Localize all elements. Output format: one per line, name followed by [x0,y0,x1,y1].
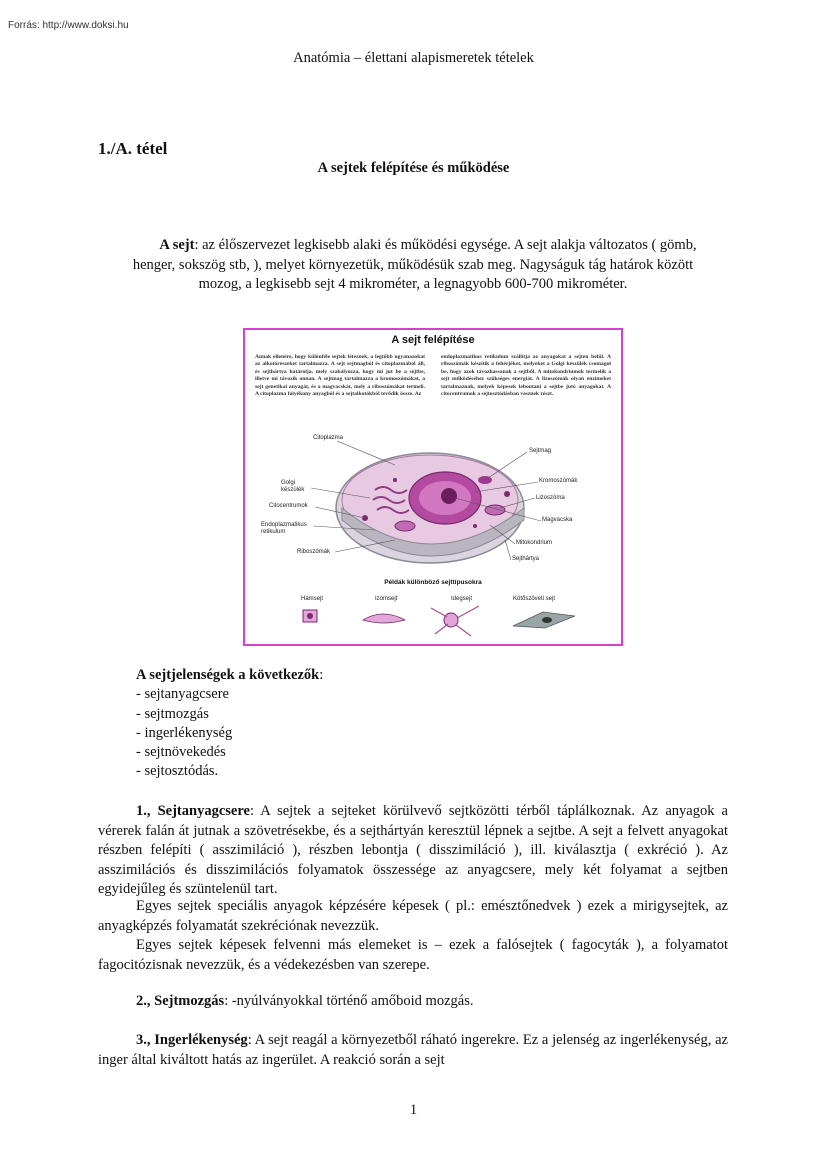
figure-text-left: Annak ellenére, hogy különféle sejtek léteznek, a legtöbb ugyanazokat az alkotórészeket tartalmazza. A sejt sejtmagból és citoplazmából áll, és sejthártya határolja, mely szabályozza, hogy mi jut be a sejtbe, illetve mi távozik onnan. A sejtmag tartalmazza a kromoszómákat, a sejt genetikai anyagát, és a magvacskát, mely a riboszómákat termeli. A citoplazma folyékony anyagból és a sejtalkotókból tevődik össze. Az [255,354,425,398]
list-item: - sejtnövekedés [136,744,226,761]
examples-title: Példák különböző sejttípusokra [384,579,482,586]
label-mitokondrium: Mitokondrium [516,540,553,546]
example-hamsejt: Hámsejt [301,596,324,602]
section-1-paragraph-3: Egyes sejtek képesek felvenni más elemeket is – ezek a falósejtek ( fagocyták ), a folyamatot fagocitózisnak nevezzük, és a védekezésben van szerepe. [98,937,728,973]
source-note: Forrás: http://www.doksi.hu [8,20,129,31]
page-header: Anatómia – élettani alapismeretek tételek [293,50,534,66]
figure-text-right: endoplazmatikus retikulum szállítja az anyagokat a sejten belül. A riboszómák készítik a fehérjéket, melyeket a Golgi készülék csomagol be, hogy azok távozhassanak a sejtből. A mitokondriumok termelik a sejt működéséhez szükséges energiát. A lizoszómák olyan enzimeket tartalmaznak, melyek képesek lebontani a sejtbe jutó anyagokat. A citocentrumok a sejtosztódásban vesznek részt. [441,354,611,398]
label-er: Endoplazmatikus [261,522,307,528]
label-sejthartya: Sejthártya [512,556,540,562]
label-riboszomak: Riboszómák [297,549,331,555]
section-1-paragraph-2: Egyes sejtek speciális anyagok képzésére képesek ( pl.: emésztőnedvek ) ezek a mirigysejtek, az anyagképzés folyamatát szekréciónak nevezzük. [98,898,728,934]
example-idegsejt: Idegsejt [451,596,473,602]
list-item: - ingerlékenység [136,724,233,741]
section-2-paragraph: 2., Sejtmozgás: -nyúlványokkal történő amőboid mozgás. [136,993,474,1009]
section-2-term: 2., Sejtmozgás [136,993,225,1009]
phenomena-list [136,666,323,782]
intro-term: A sejt [159,237,195,253]
label-er-2: retikulum [261,529,286,535]
section-3-term: 3., Ingerlékenység [136,1032,248,1048]
page-number: 1 [409,1102,418,1118]
label-golgi-2: készülék [281,487,305,493]
list-item: - sejtmozgás [136,705,209,722]
intro-text: : az élőszervezet legkisebb alaki és működési egysége. A sejt alakja változatos ( gömb, henger, sokszög stb, ), melyet környezetük, működésük szab meg. Nagyságuk tág határok között mozog, a legkisebb sejt 4 mikrométer, a legnagyobb 600-700 mikrométer. [132,237,697,292]
label-citoplazma: Citoplazma [313,435,344,441]
section-1-term: 1., Sejtanyagcsere [136,803,250,819]
example-kotoszoveti: Kötőszöveti sejt [513,596,556,602]
label-lizoszoma: Lizoszóma [536,495,565,501]
label-citocentrumok: Citocentrumok [269,503,308,509]
example-izomsejt: Izomsejt [375,596,398,602]
list-item: - sejtanyagcsere [136,686,229,703]
label-kromoszomak: Kromoszómák [539,478,578,484]
list-item: - sejtosztódás. [136,763,219,780]
label-golgi: Golgi [281,480,296,486]
section-1-paragraph: 1., Sejtanyagcsere: A sejtek a sejteket körülvevő sejtközötti térből táplálkoznak. Az anyagok a vérerek falán át jutnak a szövetrésekbe, és a sejthártyán keresztül lépnek a sejtbe. A sejt a felvett anyagokat részben felépíti ( asszimiláció ), részben lebontja ( disszimiláció ), ill. kiválasztja ( exkréció ). Az asszimilációs és disszimilációs folyamatok összessége az anyagcsere, mely két folyamat a sejtben egyidejűleg és szüntelenül tart. [98,803,728,897]
label-sejtmag: Sejtmag [529,448,552,454]
page-title: A sejtek felépítése és működése [317,160,510,176]
list-heading: A sejtjelenségek a következők: [136,667,324,683]
topic-number: 1./A. tétel [98,139,168,158]
figure-title: A sejt felépítése [391,334,475,346]
label-magvacska: Magvacska [542,517,573,523]
cell-illustration [336,453,524,563]
cell-structure-figure [243,328,623,646]
section-3-paragraph: 3., Ingerlékenység: A sejt reagál a környezetből ráható ingerekre. Ez a jelenség az ingerlékenység, az inger által kiváltott hatás az ingerület. A reakció során a sejt [98,1032,728,1068]
intro-paragraph [116,236,710,295]
example-cells [303,606,575,636]
